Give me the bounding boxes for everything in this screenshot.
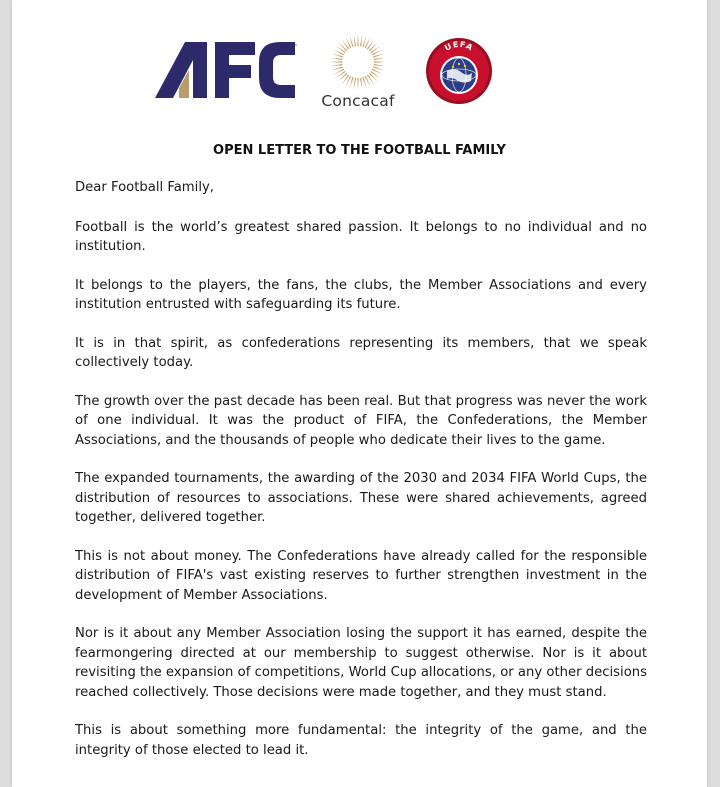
afc-logo bbox=[155, 40, 298, 100]
paragraph: Football is the world’s greatest shared passion. It belongs to no individual and no institution. bbox=[75, 219, 647, 254]
letter-title: OPEN LETTER TO THE FOOTBALL FAMILY bbox=[213, 143, 506, 158]
sunburst-ray bbox=[330, 61, 342, 62]
sunburst-ray bbox=[374, 64, 386, 67]
sunburst-ray bbox=[357, 78, 358, 90]
letter-body bbox=[75, 178, 647, 779]
svg-text:™: ™ bbox=[293, 44, 298, 50]
paragraph: The growth over the past decade has been real. But that progress was never the work of one individual. It was the product of FIFA, the Confederations, the Member Associations, and the thousands of people who dedicate their lives to the game. bbox=[75, 393, 647, 448]
sunburst-ray bbox=[371, 71, 381, 79]
letter-page bbox=[12, 0, 707, 787]
paragraph: It is in that spirit, as confederations representing its members, that we speak collectively today. bbox=[75, 335, 647, 370]
uefa-logo bbox=[425, 37, 493, 105]
logo-header bbox=[12, 0, 707, 130]
sunburst-ray bbox=[338, 42, 347, 51]
sunburst-ray bbox=[360, 34, 363, 46]
paragraph: It belongs to the players, the fans, the clubs, the Member Associations and every institution entrusted with safeguarding its future. bbox=[75, 277, 647, 312]
paragraph: Nor is it about any Member Association losing the support it has earned, despite the fearmongering directed at our membership to suggest otherwise. Nor is it about revisiting the expansion of competitions, World Cup allocations, or any other decisions reached collectively. Those decisions were made together, and they must stand. bbox=[75, 626, 647, 700]
salutation: Dear Football Family, bbox=[75, 180, 214, 195]
sunburst-ray bbox=[342, 75, 350, 85]
sunburst-ray bbox=[330, 58, 342, 61]
sunburst-ray bbox=[367, 39, 375, 49]
sunburst-ray bbox=[330, 64, 342, 67]
sunburst-ray bbox=[335, 46, 345, 54]
paragraph: This is not about money. The Confederations have already called for the responsible distribution of FIFA's vast existing reserves to further strengthen investment in the development of Member Associations. bbox=[75, 548, 647, 603]
sunburst-ray bbox=[342, 39, 350, 49]
sunburst-ray bbox=[354, 34, 357, 46]
sunburst-ray bbox=[360, 78, 363, 90]
paragraph: The expanded tournaments, the awarding of the 2030 and 2034 FIFA World Cups, the distribution of resources to associations. These were shared achievements, agreed together, delivered together. bbox=[75, 471, 647, 525]
sunburst-ray bbox=[374, 61, 386, 62]
concacaf-sunburst-icon bbox=[328, 32, 388, 92]
sunburst-ray bbox=[369, 73, 378, 82]
svg-text:UEFA: UEFA bbox=[443, 39, 475, 53]
sunburst-ray bbox=[374, 58, 386, 61]
sunburst-ray bbox=[335, 71, 345, 79]
sunburst-ray bbox=[369, 42, 378, 51]
paragraph: This is about something more fundamental: the integrity of the game, and the integrity of those elected to lead it. bbox=[75, 723, 647, 758]
sunburst-ray bbox=[338, 73, 347, 82]
sunburst-ray bbox=[357, 34, 358, 46]
concacaf-wordmark: Concacaf bbox=[321, 92, 395, 110]
sunburst-ray bbox=[371, 46, 381, 54]
sunburst-ray bbox=[367, 75, 375, 85]
sunburst-ray bbox=[354, 78, 357, 90]
